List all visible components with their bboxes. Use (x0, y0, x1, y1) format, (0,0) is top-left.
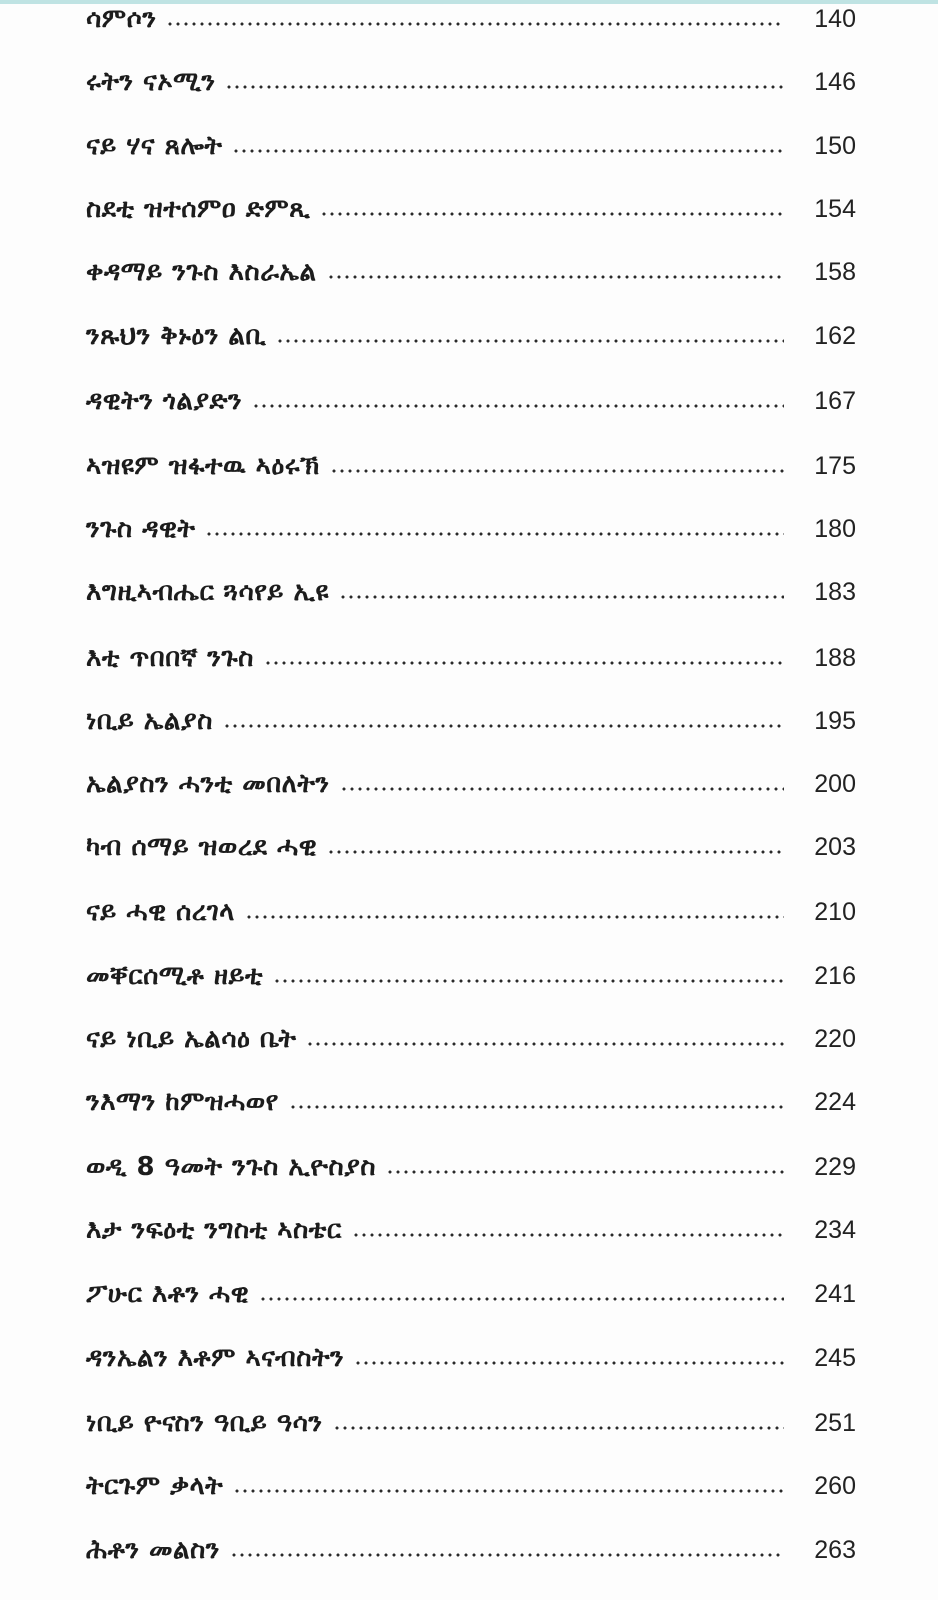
dot-leader (205, 531, 784, 537)
toc-entry[interactable] (86, 1205, 856, 1255)
toc-entry-page: 220 (814, 1024, 856, 1053)
dot-leader (352, 1232, 784, 1238)
toc-entry-title: ትርጉም ቃላት (86, 1470, 224, 1501)
toc-entry[interactable] (86, 504, 856, 554)
toc-entry[interactable] (86, 1333, 856, 1383)
toc-entry-page: 216 (814, 961, 856, 990)
toc-entry-page: 188 (814, 643, 856, 672)
toc-entry-title: ነቢይ ኤልያስ (86, 705, 213, 736)
toc-entry-page: 241 (814, 1279, 856, 1308)
toc-entry-page: 251 (814, 1408, 856, 1437)
dot-leader (264, 660, 784, 666)
dot-leader (166, 21, 784, 27)
toc-entry-title: እታ ንፍዕቲ ንግስቲ ኣስቴር (86, 1214, 342, 1245)
toc-entry[interactable] (86, 121, 856, 171)
dot-leader (289, 1104, 784, 1110)
toc-entry-page: 210 (814, 897, 856, 926)
toc-entry-page: 175 (814, 451, 856, 480)
toc-entry-title: ካብ ሰማይ ዝወረደ ሓዊ (86, 831, 318, 862)
toc-entry-title: ዳዊትን ጎልያድን (86, 385, 243, 416)
toc-entry-page: 195 (814, 706, 856, 735)
toc-entry-title: ንጹህን ቅኑዕን ልቢ (86, 320, 267, 351)
toc-entry-title: ሳምሶን (86, 3, 157, 34)
toc-entry-title: ሩትን ናኦሚን (86, 66, 216, 97)
dot-leader (233, 1488, 784, 1494)
dot-leader (330, 468, 784, 474)
dot-leader (340, 786, 784, 792)
toc-entry-title: ኤልያስን ሓንቲ መበለትን (86, 768, 330, 799)
toc-entry-title: እግዚኣብሔር ጓሳየይ ኢዩ (86, 576, 329, 607)
toc-entry[interactable] (86, 1142, 856, 1192)
toc-entry[interactable] (86, 633, 856, 683)
toc-entry-title: ንእማን ከምዝሓወየ (86, 1086, 279, 1117)
toc-entry[interactable] (86, 822, 856, 872)
toc-entry-page: 229 (814, 1152, 856, 1181)
toc-entry[interactable] (86, 567, 856, 617)
dot-leader (252, 403, 784, 409)
dot-leader (327, 274, 784, 280)
toc-entry-title: ስደቲ ዝተሰምዐ ድምጺ (86, 193, 311, 224)
toc-entry-title: ፖሁር እቶን ሓዊ (86, 1278, 250, 1309)
dot-leader (386, 1169, 784, 1175)
toc-entry[interactable] (86, 1461, 856, 1511)
toc-entry[interactable] (86, 0, 856, 44)
toc-entry-title: ናይ ሓዊ ሰረገላ (86, 896, 235, 927)
toc-entry-page: 140 (814, 4, 856, 33)
dot-leader (339, 594, 784, 600)
toc-entry-page: 183 (814, 577, 856, 606)
dot-leader (225, 84, 784, 90)
toc-entry[interactable] (86, 1014, 856, 1064)
toc-entry[interactable] (86, 57, 856, 107)
dot-leader (327, 849, 784, 855)
dot-leader (223, 723, 784, 729)
toc-entry-page: 234 (814, 1215, 856, 1244)
toc-entry-page: 158 (814, 257, 856, 286)
dot-leader (230, 1552, 784, 1558)
toc-entry-page: 263 (814, 1535, 856, 1564)
dot-leader (333, 1425, 785, 1431)
toc-entry-title: ኣዝዩም ዝፋተዉ ኣዕሩኽ (86, 450, 320, 481)
toc-entry-page: 200 (814, 769, 856, 798)
toc-entry[interactable] (86, 311, 856, 361)
toc-entry-title: ቀዳማይ ንጉስ እስራኤል (86, 256, 317, 287)
toc-entry-page: 154 (814, 194, 856, 223)
toc-entry-title: ናይ ሃና ጸሎት (86, 130, 223, 161)
toc-entry-page: 245 (814, 1343, 856, 1372)
toc-entry-page: 203 (814, 832, 856, 861)
toc-entry[interactable] (86, 951, 856, 1001)
toc-entry-title: ሕቶን መልስን (86, 1534, 220, 1565)
toc-entry-page: 180 (814, 514, 856, 543)
toc-entry-title: ነቢይ ዮናስን ዓቢይ ዓሳን (86, 1407, 323, 1438)
toc-entry-page: 260 (814, 1471, 856, 1500)
toc-entry[interactable] (86, 1525, 856, 1575)
dot-leader (354, 1360, 784, 1366)
toc-entry-title: ወዲ 8 ዓመት ንጉስ ኢዮስያስ (86, 1151, 377, 1182)
dot-leader (276, 338, 784, 344)
toc-entry-title: ናይ ነቢይ ኤልሳዕ ቤት (86, 1023, 297, 1054)
dot-leader (306, 1041, 784, 1047)
toc-entry[interactable] (86, 441, 856, 491)
toc-entry-page: 150 (814, 131, 856, 160)
toc-entry[interactable] (86, 696, 856, 746)
toc-entry-title: እቲ ጥበበኛ ንጉስ (86, 642, 254, 673)
toc-entry-title: መቐርሰሚቶ ዘይቲ (86, 960, 264, 991)
dot-leader (273, 978, 784, 984)
dot-leader (259, 1296, 784, 1302)
dot-leader (232, 148, 784, 154)
toc-entry[interactable] (86, 376, 856, 426)
dot-leader (245, 914, 784, 920)
toc-entry-title: ዳንኤልን እቶም ኣናብስትን (86, 1342, 345, 1373)
toc-entry[interactable] (86, 247, 856, 297)
toc-entry[interactable] (86, 184, 856, 234)
toc-entry-page: 224 (814, 1087, 856, 1116)
toc-entry[interactable] (86, 759, 856, 809)
toc-entry-page: 167 (814, 386, 856, 415)
toc-entry[interactable] (86, 1269, 856, 1319)
toc-entry[interactable] (86, 1077, 856, 1127)
toc-entry-title: ንጉስ ዳዊት (86, 513, 196, 544)
toc-entry[interactable] (86, 1398, 856, 1448)
toc-entry[interactable] (86, 887, 856, 937)
toc-entry-page: 162 (814, 321, 856, 350)
dot-leader (320, 211, 784, 217)
toc-entry-page: 146 (814, 67, 856, 96)
